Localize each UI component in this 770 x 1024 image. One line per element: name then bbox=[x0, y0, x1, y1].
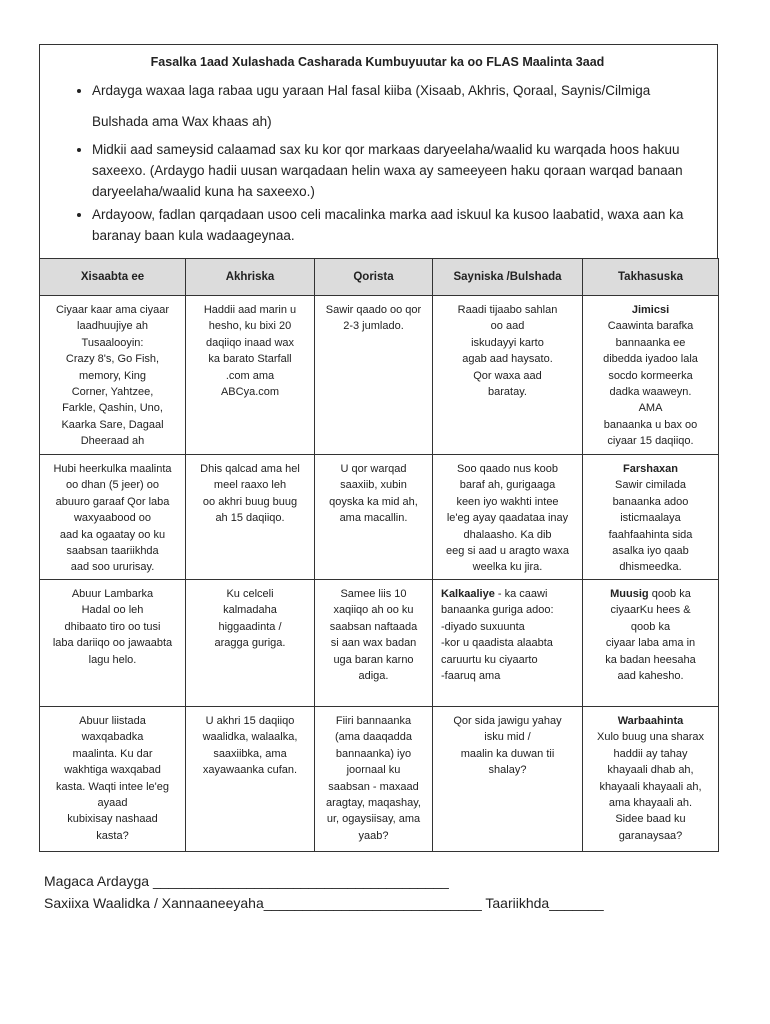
instruction-item: • Midkii aad sameysid calaamad sax ku kor qor markaas daryeelaha/waalid ku warqada hoos hakuu saxeexo. (Ardaygo hadii uusan warqadaan helin waxa ay sameeyeen haku qoraan warqad banaan daryeelaha/waalid kuna ha saxeexo.) bbox=[92, 139, 701, 202]
cell-text: Ku celceli kalmadaha higgaadinta / aragga guriga. bbox=[214, 588, 286, 650]
special-cell bbox=[583, 580, 719, 707]
cell-text: qoob ka ciyaarKu hees & qoob ka ciyaar laba ama in ka badan heesaha aad kahesho. bbox=[605, 588, 696, 683]
table-row bbox=[40, 455, 719, 580]
science-cell bbox=[433, 707, 583, 852]
instruction-item: • Ardayga waxaa laga rabaa ugu yaraan Hal fasal kiiba (Xisaab, Akhris, Qoraal, Saynis/Cilmiga Bulshada ama Wax khaas ah) bbox=[92, 75, 701, 137]
signature-section bbox=[44, 870, 604, 914]
cell-heading: Farshaxan bbox=[622, 463, 679, 475]
science-cell bbox=[433, 455, 583, 580]
table-row bbox=[40, 296, 719, 455]
special-cell bbox=[583, 707, 719, 852]
column-header-reading: Akhriska bbox=[186, 259, 315, 296]
reading-cell bbox=[186, 580, 315, 707]
science-cell bbox=[433, 296, 583, 455]
cell-text: Raadi tijaabo sahlan oo aad iskudayyi karto agab aad haysato. Qor waxa aad baratay. bbox=[457, 304, 558, 399]
math-cell bbox=[40, 455, 186, 580]
cell-text: U akhri 15 daqiiqo waalidka, walaalka, saaxiibka, ama xayawaanka cufan. bbox=[202, 715, 298, 777]
table-row bbox=[40, 707, 719, 852]
cell-heading: Muusig bbox=[610, 588, 649, 600]
student-name-line[interactable]: Magaca Ardayga ______________________________________ bbox=[44, 873, 449, 889]
cell-text: Hubi heerkulka maalinta oo dhan (5 jeer) oo abuuro garaaf Qor laba waxyaabood oo aad ka ogaatay oo ku saabsan taariikhda aad soo ururisay. bbox=[53, 463, 172, 574]
math-cell bbox=[40, 707, 186, 852]
instructions-list bbox=[54, 75, 701, 246]
page-title: Fasalka 1aad Xulashada Casharada Kumbuyuutar ka oo FLAS Maalinta 3aad bbox=[150, 55, 605, 69]
cell-text: Xulo buug una sharax haddii ay tahay khayaali dhab ah, khayaali khayaali ah, ama khayaali ah. Sidee baad ku garanaysaa? bbox=[596, 731, 705, 842]
writing-cell bbox=[315, 455, 433, 580]
cell-heading: Warbaahinta bbox=[617, 715, 684, 727]
writing-cell bbox=[315, 707, 433, 852]
cell-text: Abuur Lambarka Hadal oo leh dhibaato tiro oo tusi laba dariiqo oo jawaabta lagu helo. bbox=[52, 588, 173, 666]
activity-table bbox=[39, 258, 719, 852]
writing-cell bbox=[315, 296, 433, 455]
cell-text: Samee liis 10 xaqiiqo ah oo ku saabsan naftaada si aan wax badan uga baran karno adiga. bbox=[329, 588, 418, 683]
cell-text: U qor warqad saaxiib, xubin qoyska ka mid ah, ama macallin. bbox=[329, 463, 418, 525]
table-header-row bbox=[40, 259, 719, 296]
instructions-box bbox=[39, 44, 718, 258]
reading-cell bbox=[186, 707, 315, 852]
reading-cell bbox=[186, 455, 315, 580]
cell-text: Caawinta barafka bannaanka ee dibedda iyadoo lala socdo kormeerka dadka waaweyn. AMA banaanka u bax oo ciyaar 15 daqiiqo. bbox=[603, 320, 698, 448]
cell-text: Fiiri bannaanka (ama daaqadda bannaanka) iyo joornaal ku saabsan - maxaad aragtay, maqashay, ur, ogaysiisay, ama yaab? bbox=[326, 715, 421, 842]
math-cell bbox=[40, 296, 186, 455]
cell-text: Ciyaar kaar ama ciyaar laadhuujiye ah Tusaalooyin: Crazy 8's, Go Fish, memory, King Corner, Yahtzee, Farkle, Qashin, Uno, Kaarka Sare, Dagaal Dheeraad ah bbox=[55, 304, 170, 448]
column-header-math: Xisaabta ee bbox=[40, 259, 186, 296]
table-row bbox=[40, 580, 719, 707]
cell-text: Sawir cimilada banaanka adoo isticmaalaya faahfaahinta sida asalka iyo qaab dhismeedka. bbox=[608, 479, 693, 574]
special-cell bbox=[583, 455, 719, 580]
cell-text: Qor sida jawigu yahay isku mid / maalin ka duwan tii shalay? bbox=[453, 715, 562, 777]
cell-text: Soo qaado nus koob baraf ah, gurigaaga keen iyo wakhti intee le'eg ayay qaadataa inay dhalaasho. Ka dib eeg si aad u aragto waxa weelka ku jira. bbox=[446, 463, 569, 574]
cell-text: Sawir qaado oo qor 2-3 jumlado. bbox=[325, 304, 422, 333]
cell-text: Abuur liistada waxqabadka maalinta. Ku dar wakhtiga waxqabad kasta. Waqti intee le'eg ayaad kubixisay nashaad kasta? bbox=[56, 715, 169, 842]
choice-board bbox=[39, 44, 718, 852]
cell-text: Dhis qalcad ama hel meel raaxo leh oo akhri buug buug ah 15 daqiiqo. bbox=[200, 463, 300, 525]
column-header-science: Sayniska /Bulshada bbox=[433, 259, 583, 296]
cell-text: - ka caawi banaanka guriga adoo: -diyado suxuunta -kor u qaadista alaabta caruurtu ku ciyaarto -faaruq ama bbox=[441, 588, 554, 683]
column-header-writing: Qorista bbox=[315, 259, 433, 296]
cell-heading: Jimicsi bbox=[631, 304, 670, 316]
cell-heading: Kalkaaliye bbox=[441, 588, 495, 600]
math-cell bbox=[40, 580, 186, 707]
science-cell bbox=[433, 580, 583, 707]
writing-cell bbox=[315, 580, 433, 707]
cell-text: Haddii aad marin u hesho, ku bixi 20 daqiiqo inaad wax ka barato Starfall .com ama ABCya.com bbox=[203, 304, 297, 399]
special-cell bbox=[583, 296, 719, 455]
instruction-item: • Ardayoow, fadlan qarqadaan usoo celi macalinka marka aad iskuul ka kusoo laabatid, waxa aan ka baranay baan kula wadaageynaa. bbox=[92, 204, 701, 246]
parent-signature-line[interactable]: Saxiixa Waalidka / Xannaaneeyaha____________________________ Taariikhda_______ bbox=[44, 895, 604, 911]
reading-cell bbox=[186, 296, 315, 455]
column-header-special: Takhasuska bbox=[583, 259, 719, 296]
